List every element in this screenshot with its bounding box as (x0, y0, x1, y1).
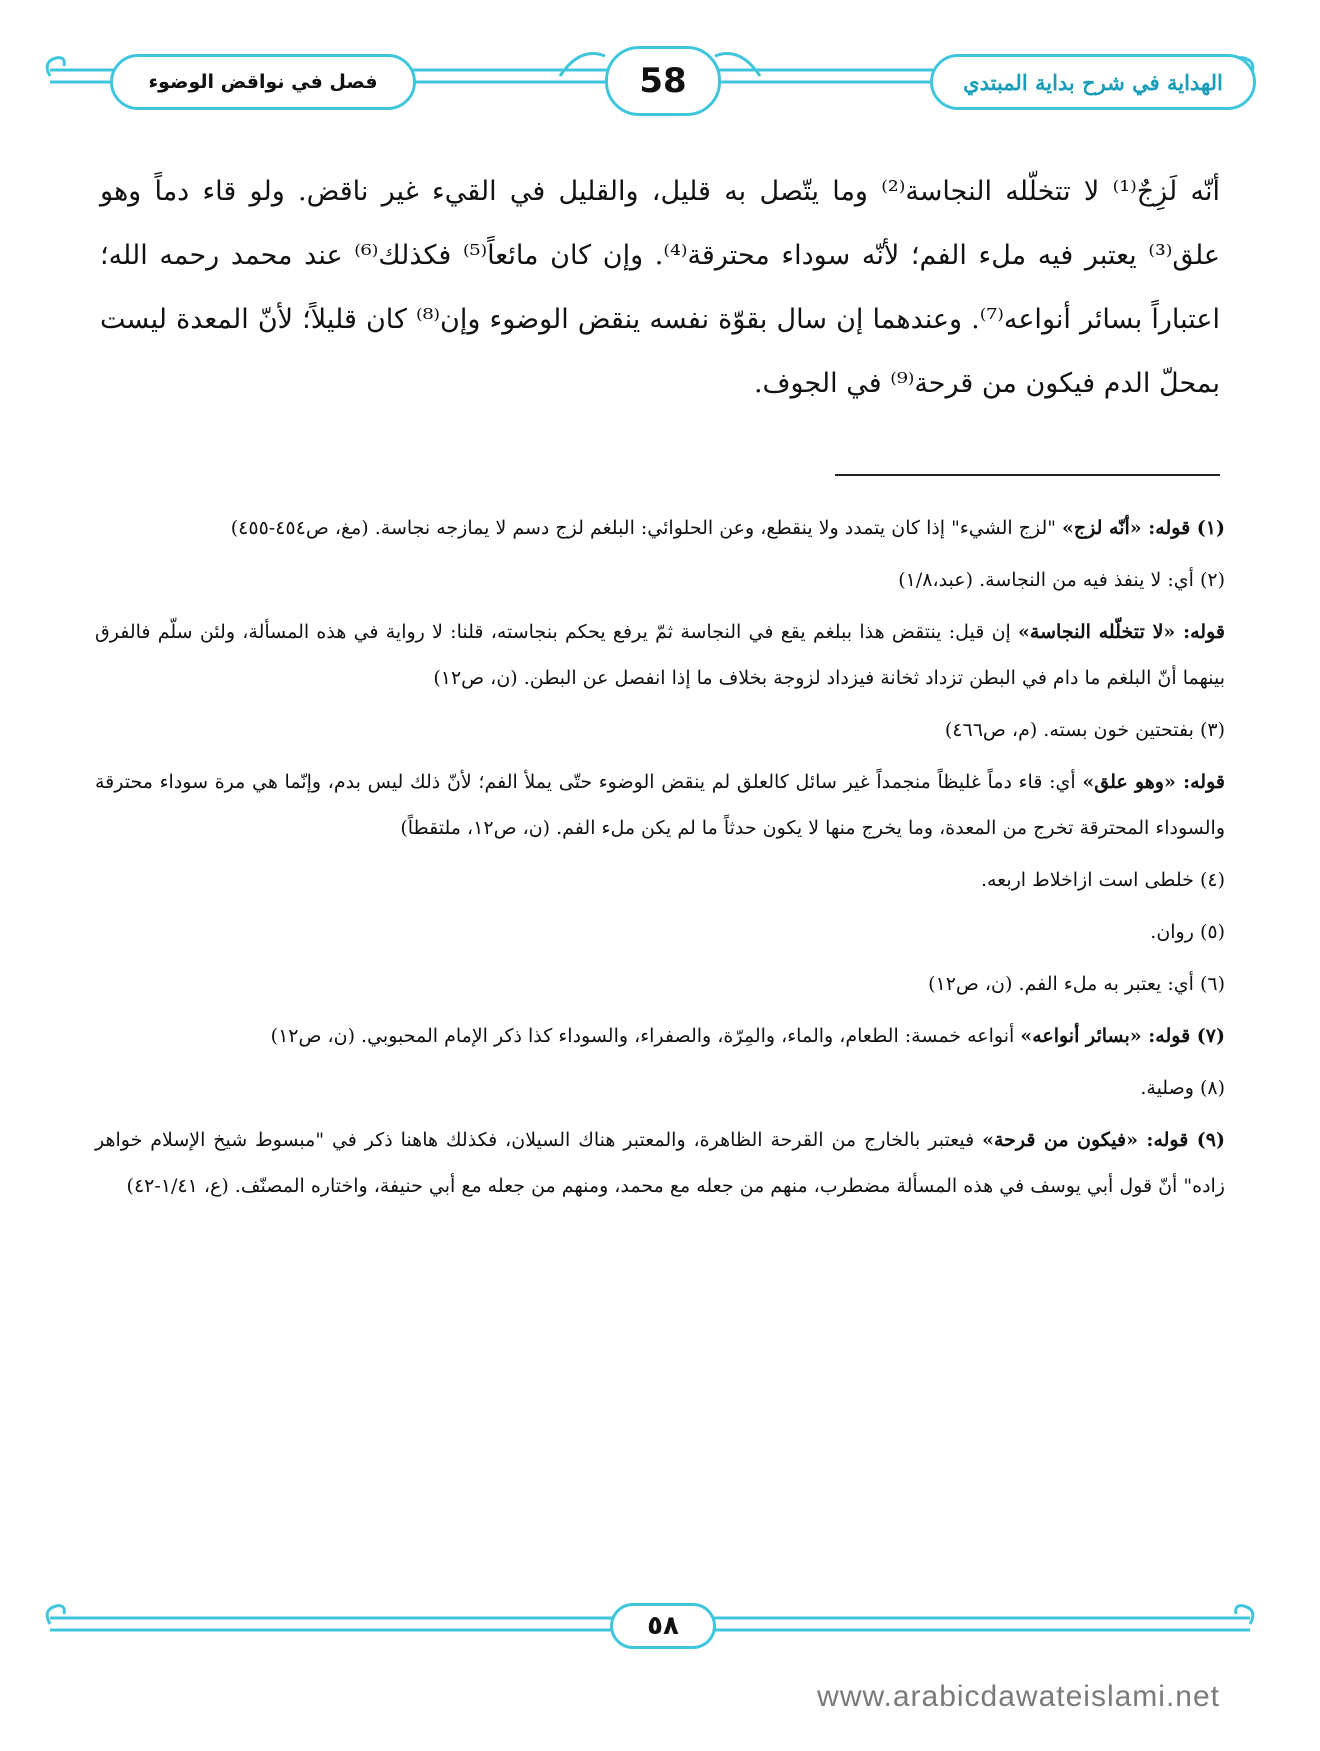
footnote-1 (95, 505, 1225, 551)
footnote-text: (٥) روان. (1150, 921, 1225, 943)
footnote-lead: قوله: «وهو علق» (1082, 771, 1225, 793)
footnote-lead: (٧) قوله: «بسائر أنواعه» (1020, 1025, 1225, 1047)
footnote-4 (95, 857, 1225, 903)
footnote-text: (٤) خلطى است ازاخلاط اربعه. (980, 869, 1225, 891)
footnote-lead: قوله: «لا تتخلّله النجاسة» (1018, 621, 1225, 643)
footnote-2b (95, 609, 1225, 701)
footnote-text: أنواعه خمسة: الطعام، والماء، والمِرّة، والصفراء، والسوداء كذا ذكر الإمام المحبوبي. (ن، ص١٢) (270, 1025, 1021, 1047)
footnote-9 (95, 1117, 1225, 1209)
footnote-lead: (٩) قوله: «فيكون من قرحة» (982, 1129, 1225, 1151)
footnote-text: (٢) أي: لا ينفذ فيه من النجاسة. (عبد،١/٨) (898, 569, 1225, 591)
footnote-text: (٦) أي: يعتبر به ملء الفم. (ن، ص١٢) (928, 973, 1225, 995)
footnote-lead: (١) قوله: «أنّه لزج» (1062, 517, 1225, 539)
footnote-text: إن قيل: ينتقض هذا ببلغم يقع في النجاسة ثمّ يرفع يحكم بنجاسته، قلنا: لا رواية في هذه المسألة، ولئن سلّم فالفرق بينهما أنّ البلغم ما دام في البطن تزداد ثخانة فيزداد لزوجة بخلاف ما إذا انفصل عن البطن. (ن، ص١٢) (95, 621, 1225, 689)
main-paragraph: أنّه لَزِجٌ⁽¹⁾ لا تتخلّله النجاسة⁽²⁾ وما يتّصل به قليل، والقليل في القيء غير ناقض. ولو قاء دماً وهو علق⁽³⁾ يعتبر فيه ملء الفم؛ لأنّه سوداء محترقة⁽⁴⁾. وإن كان مائعاً⁽⁵⁾ فكذلك⁽⁶⁾ عند محمد رحمه الله؛ اعتباراً بسائر أنواعه⁽⁷⁾. وعندهما إن سال بقوّة نفسه ينقض الوضوء وإن⁽⁸⁾ كان قليلاً؛ لأنّ المعدة ليست بمحلّ الدم فيكون من قرحة⁽⁹⁾ في الجوف. (100, 176, 1221, 399)
footnote-text: "لزج الشيء" إذا كان يتمدد ولا ينقطع، وعن الحلوائي: البلغم لزج دسم لا يمازجه نجاسة. (مغ، ص٤٥٤-٤٥٥) (230, 517, 1063, 539)
page-header (40, 40, 1260, 120)
footnote-3b (95, 759, 1225, 851)
footnote-2 (95, 557, 1225, 603)
page-footer (40, 1600, 1260, 1650)
website-url: www.arabicdawateislami.net (817, 1680, 1220, 1713)
footnotes (95, 505, 1225, 1215)
footnote-separator (835, 474, 1220, 476)
footnote-7 (95, 1013, 1225, 1059)
book-title: الهداية في شرح بداية المبتدي (930, 54, 1256, 110)
footnote-text: (٣) بفتحتين خون بسته. (م، ص٤٦٦) (944, 719, 1225, 741)
footnote-text: فيعتبر بالخارج من القرحة الظاهرة، والمعتبر هناك السيلان، فكذلك هاهنا ذكر في "مبسوط شيخ الإسلام خواهر زاده" أنّ قول أبي يوسف في هذه المسألة مضطرب، منهم من جعله مع محمد، ومنهم من جعله مع أبي حنيفة، واختاره المصنّف. (ع، ١/٤١-٤٢) (95, 1129, 1225, 1197)
footnote-3 (95, 707, 1225, 753)
section-title: فصل في نواقض الوضوء (110, 54, 416, 110)
footnote-text: (٨) وصلية. (1140, 1077, 1225, 1099)
footnote-6 (95, 961, 1225, 1007)
footnote-5 (95, 909, 1225, 955)
footer-page-number: ٥٨ (610, 1603, 716, 1649)
footnote-8 (95, 1065, 1225, 1111)
footnote-text: أي: قاء دماً غليظاً منجمداً غير سائل كالعلق لم ينقض الوضوء حتّى يملأ الفم؛ لأنّ ذلك ليس بدم، وإنّما هي مرة سوداء محترقة والسوداء المحترقة تخرج من المعدة، وما يخرج منها لا يكون حدثاً ما لم يكن ملء الفم. (ن، ص١٢، ملتقطاً) (95, 771, 1225, 839)
main-text-block (100, 160, 1220, 416)
page-number: 58 (605, 46, 721, 116)
